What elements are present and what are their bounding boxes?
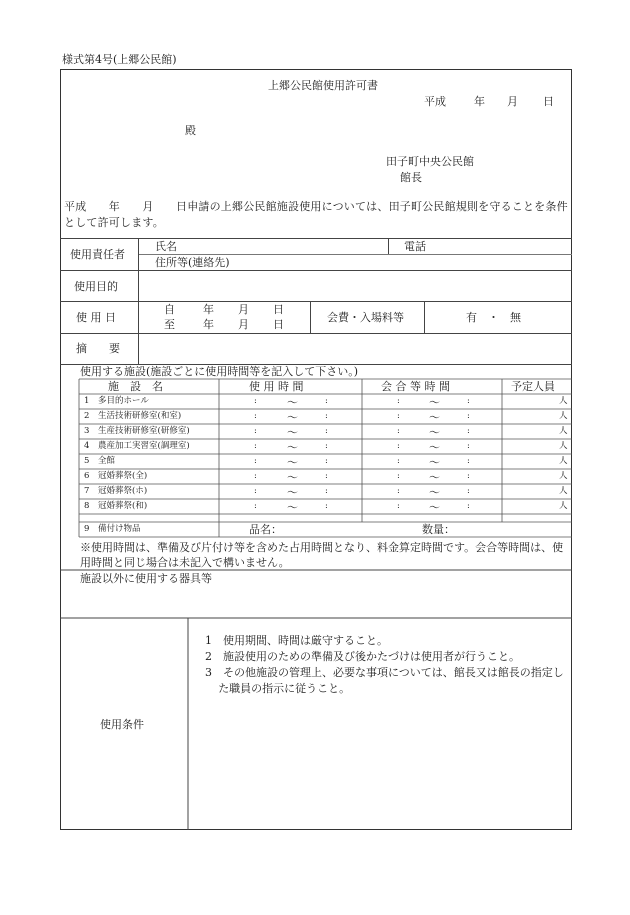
issuer-title: 館長 xyxy=(400,171,422,184)
use-time-start-colon: : xyxy=(254,426,257,436)
meeting-time-tilde: 〜 xyxy=(429,441,440,454)
to-prefix: 至 xyxy=(164,318,175,331)
issue-date-day: 日 xyxy=(543,95,554,108)
document-title: 上郷公民館使用許可書 xyxy=(268,79,378,92)
expected-count-unit: 人 xyxy=(559,456,568,466)
facility-row-name: 多目的ホール xyxy=(98,396,149,406)
meeting-time-tilde: 〜 xyxy=(429,501,440,514)
responsible-label: 使用責任者 xyxy=(70,248,125,261)
fee-options: 有 ・ 無 xyxy=(466,311,521,324)
col-facility-name: 施 設 名 xyxy=(108,380,163,393)
use-time-tilde: 〜 xyxy=(287,456,298,469)
use-time-start-colon: : xyxy=(254,441,257,451)
use-time-tilde: 〜 xyxy=(287,501,298,514)
use-time-tilde: 〜 xyxy=(287,441,298,454)
meeting-time-start-colon: : xyxy=(397,396,400,406)
use-time-end-colon: : xyxy=(325,471,328,481)
address-label: 住所等(連絡先) xyxy=(155,256,230,269)
use-time-end-colon: : xyxy=(325,411,328,421)
use-time-start-colon: : xyxy=(254,411,257,421)
meeting-time-tilde: 〜 xyxy=(429,486,440,499)
use-date-label: 使 用 日 xyxy=(76,311,116,324)
name-label: 氏名 xyxy=(155,240,177,253)
phone-label: 電話 xyxy=(404,240,426,253)
col-expected-count: 予定人員 xyxy=(511,380,555,393)
condition-item: 1 使用期間、時間は厳守すること。 xyxy=(205,634,388,647)
permission-text: 平成 年 月 日申請の上郷公民館施設使用については、田子町公民館規則を守ることを条件として許可します。 xyxy=(64,200,568,229)
meeting-time-tilde: 〜 xyxy=(429,396,440,409)
from-prefix: 自 xyxy=(164,303,175,316)
facility-row-no: 3 xyxy=(84,426,90,436)
facility-row-name: 生産技術研修室(研修室) xyxy=(98,426,190,436)
facility-row-no: 4 xyxy=(84,441,90,451)
meeting-time-tilde: 〜 xyxy=(429,471,440,484)
meeting-time-start-colon: : xyxy=(397,501,400,511)
equipment-item-label: 品名： xyxy=(249,523,282,536)
meeting-time-end-colon: : xyxy=(467,456,470,466)
facility-row-name: 冠婚葬祭(全) xyxy=(98,471,148,481)
remarks-label: 摘 要 xyxy=(76,342,120,355)
facility-row-no: 6 xyxy=(84,471,90,481)
meeting-time-start-colon: : xyxy=(397,456,400,466)
facility-row-name: 冠婚葬祭(ホ) xyxy=(98,486,148,496)
expected-count-unit: 人 xyxy=(559,471,568,481)
equipment-qty-label: 数量： xyxy=(422,523,455,536)
equipment-row-name: 備付け物品 xyxy=(98,524,141,534)
meeting-time-start-colon: : xyxy=(397,411,400,421)
purpose-label: 使用目的 xyxy=(74,280,118,293)
use-time-tilde: 〜 xyxy=(287,411,298,424)
expected-count-unit: 人 xyxy=(559,486,568,496)
usage-time-note: ※使用時間は、準備及び片付け等を含めた占用時間となり、料金算定時間です。会合等時間は、使用時間と同じ場合は未記入で構いません。 xyxy=(80,541,564,569)
col-use-time: 使 用 時 間 xyxy=(249,380,304,393)
facility-row-no: 7 xyxy=(84,486,90,496)
use-time-end-colon: : xyxy=(325,501,328,511)
meeting-time-end-colon: : xyxy=(467,396,470,406)
meeting-time-end-colon: : xyxy=(467,486,470,496)
meeting-time-start-colon: : xyxy=(397,441,400,451)
use-time-end-colon: : xyxy=(325,396,328,406)
use-time-start-colon: : xyxy=(254,471,257,481)
meeting-time-end-colon: : xyxy=(467,426,470,436)
issue-date-year: 年 xyxy=(474,95,485,108)
facility-row-no: 2 xyxy=(84,411,90,421)
issue-date-era: 平成 xyxy=(424,95,446,108)
facility-row-name: 全館 xyxy=(98,456,116,466)
use-time-tilde: 〜 xyxy=(287,396,298,409)
meeting-time-end-colon: : xyxy=(467,441,470,451)
expected-count-unit: 人 xyxy=(559,396,568,406)
meeting-time-tilde: 〜 xyxy=(429,426,440,439)
expected-count-unit: 人 xyxy=(559,501,568,511)
facility-row-name: 冠婚葬祭(和) xyxy=(98,501,148,511)
use-time-start-colon: : xyxy=(254,396,257,406)
facilities-heading: 使用する施設(施設ごとに使用時間等を記入して下さい。) xyxy=(80,365,359,378)
meeting-time-end-colon: : xyxy=(467,411,470,421)
meeting-time-start-colon: : xyxy=(397,426,400,436)
use-time-end-colon: : xyxy=(325,486,328,496)
meeting-time-tilde: 〜 xyxy=(429,456,440,469)
issue-date-month: 月 xyxy=(507,95,518,108)
conditions-list xyxy=(205,633,565,697)
use-time-tilde: 〜 xyxy=(287,486,298,499)
use-time-start-colon: : xyxy=(254,486,257,496)
facility-row-no: 5 xyxy=(84,456,90,466)
use-time-end-colon: : xyxy=(325,456,328,466)
condition-item: 2 施設使用のための準備及び後かたづけは使用者が行うこと。 xyxy=(205,650,520,663)
expected-count-unit: 人 xyxy=(559,426,568,436)
to-year: 年 xyxy=(203,318,214,331)
use-time-tilde: 〜 xyxy=(287,471,298,484)
fee-label: 会費・入場料等 xyxy=(327,311,404,324)
facility-row-no: 1 xyxy=(84,396,90,406)
from-year: 年 xyxy=(203,303,214,316)
to-month: 月 xyxy=(238,318,249,331)
meeting-time-start-colon: : xyxy=(397,471,400,481)
use-time-end-colon: : xyxy=(325,426,328,436)
meeting-time-tilde: 〜 xyxy=(429,411,440,424)
equipment-row-no: 9 xyxy=(84,524,90,534)
condition-item: 3 その他施設の管理上、必要な事項については、館長又は館長の指定した職員の指示に従うこと。 xyxy=(205,666,564,695)
expected-count-unit: 人 xyxy=(559,441,568,451)
meeting-time-end-colon: : xyxy=(467,501,470,511)
use-time-start-colon: : xyxy=(254,501,257,511)
form-number: 様式第4号(上郷公民館) xyxy=(62,53,177,66)
from-day: 日 xyxy=(273,303,284,316)
col-meeting-time: 会 合 等 時 間 xyxy=(381,380,450,393)
use-time-tilde: 〜 xyxy=(287,426,298,439)
addressee-suffix: 殿 xyxy=(185,124,196,137)
facility-row-name: 生活技術研修室(和室) xyxy=(98,411,182,421)
use-time-start-colon: : xyxy=(254,456,257,466)
issuer-org: 田子町中央公民館 xyxy=(386,155,474,168)
other-equipment-label: 施設以外に使用する器具等 xyxy=(80,572,212,585)
expected-count-unit: 人 xyxy=(559,411,568,421)
conditions-label: 使用条件 xyxy=(100,718,144,731)
use-time-end-colon: : xyxy=(325,441,328,451)
meeting-time-start-colon: : xyxy=(397,486,400,496)
from-month: 月 xyxy=(238,303,249,316)
meeting-time-end-colon: : xyxy=(467,471,470,481)
to-day: 日 xyxy=(273,318,284,331)
facility-row-name: 農産加工実習室(調理室) xyxy=(98,441,190,451)
facility-row-no: 8 xyxy=(84,501,90,511)
